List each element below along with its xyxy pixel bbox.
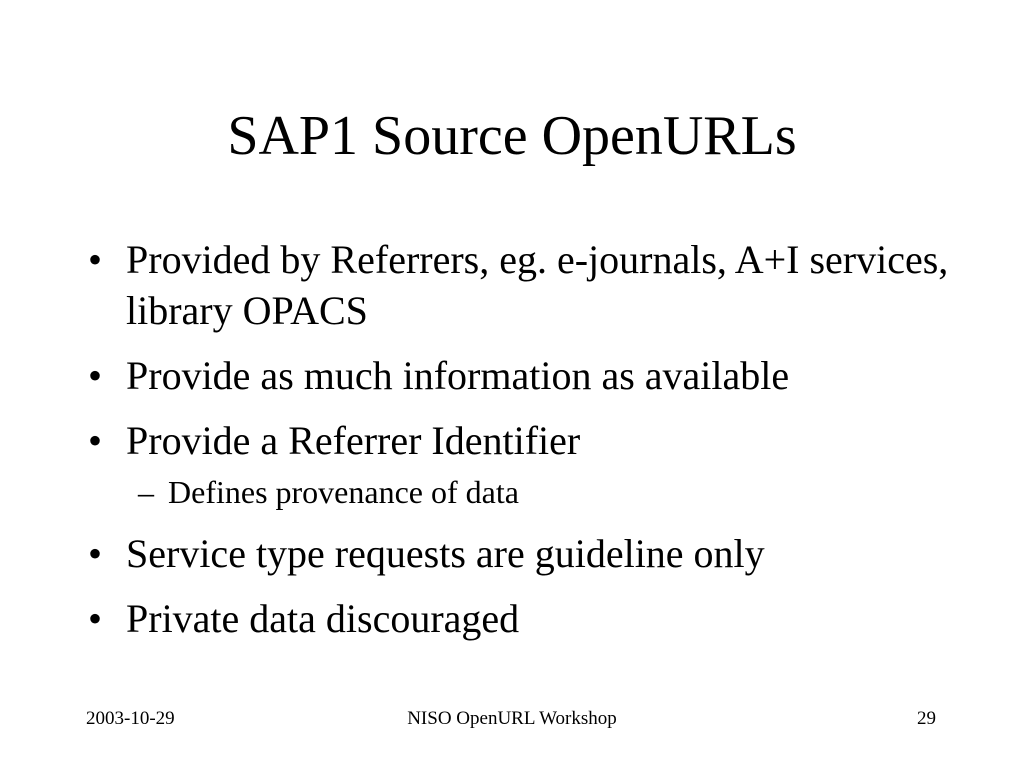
bullet-item [82, 415, 962, 466]
bullet-text: Provide a Referrer Identifier [126, 418, 581, 463]
bullet-marker: • [88, 531, 103, 576]
bullet-item [82, 350, 962, 401]
footer-date: 2003-10-29 [86, 708, 175, 729]
bullet-marker: • [88, 418, 103, 463]
sub-bullet-marker: – [138, 474, 154, 510]
bullet-marker: • [88, 237, 103, 282]
bullet-marker: • [88, 353, 103, 398]
footer-title: NISO OpenURL Workshop [407, 708, 617, 729]
bullet-text: Service type requests are guideline only [126, 531, 765, 576]
sub-bullet-item [82, 472, 962, 512]
slide-title: SAP1 Source OpenURLs [227, 105, 797, 167]
bullet-text: Provide as much information as available [126, 353, 790, 398]
sub-bullet-text: Defines provenance of data [168, 474, 519, 510]
bullet-item [82, 593, 962, 644]
page-number: 29 [917, 708, 936, 729]
bullet-text: Provided by Referrers, eg. e-journals, A+I services, library OPACS [126, 237, 949, 333]
bullet-marker: • [88, 596, 103, 641]
bullet-item [82, 234, 962, 336]
bullet-list [82, 234, 962, 658]
bullet-item [82, 528, 962, 579]
bullet-text: Private data discouraged [126, 596, 520, 641]
